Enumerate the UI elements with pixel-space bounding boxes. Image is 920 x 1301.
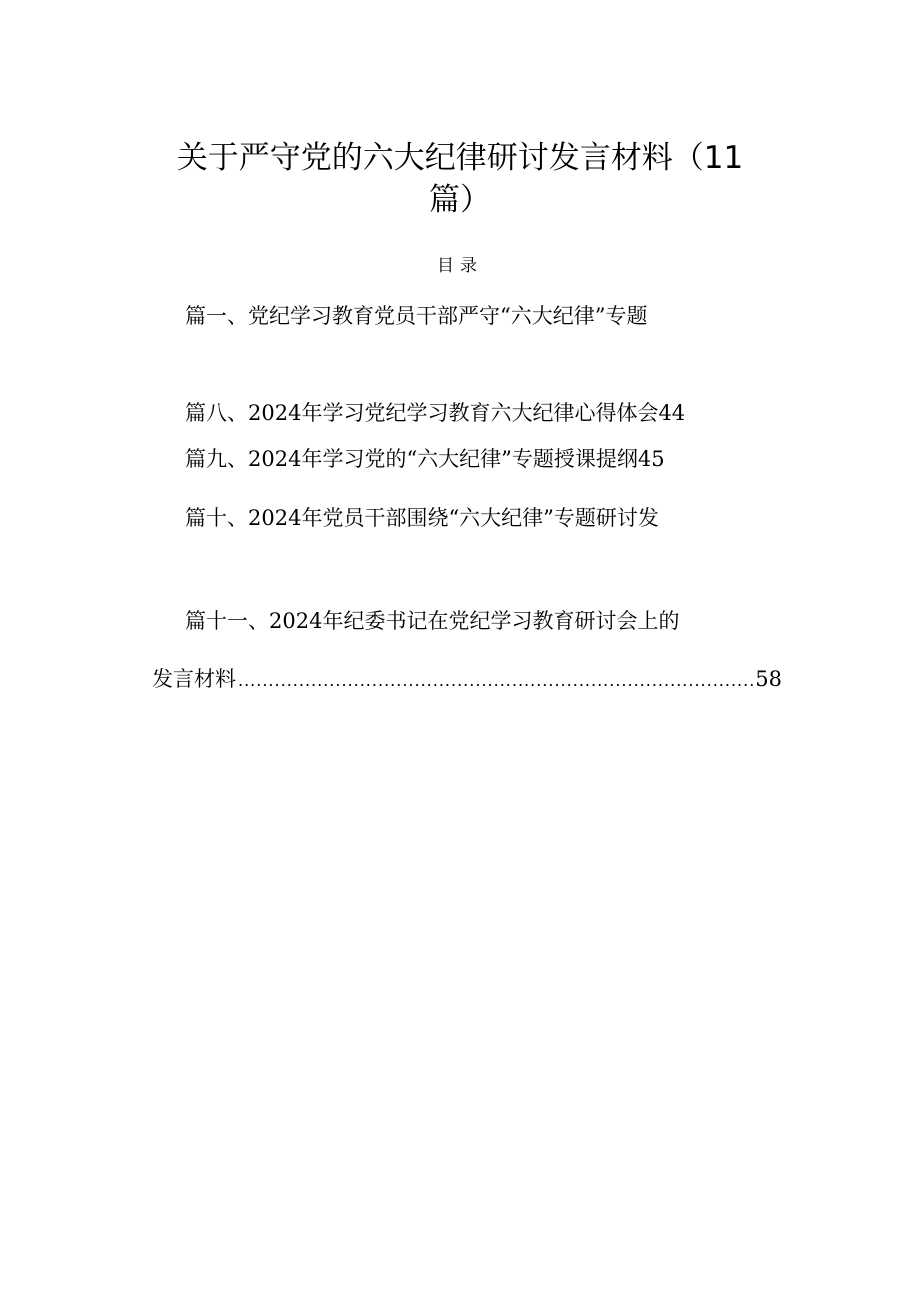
toc-entry-11-line-2[interactable] [152,664,782,696]
toc-entry-9[interactable]: 篇九、2024年学习党的“六大纪律”专题授课提纲45 [185,447,665,471]
document-title-line-2: 篇） [429,182,491,218]
toc-dot-leader [238,666,753,696]
toc-entry-11-text: 发言材料 [152,667,236,691]
toc-entry-8[interactable]: 篇八、2024年学习党纪学习教育六大纪律心得体会44 [185,401,686,425]
toc-entry-1[interactable]: 篇一、党纪学习教育党员干部严守“六大纪律”专题 [185,304,648,328]
toc-entry-11-page-number: 58 [755,667,782,691]
toc-heading: 目录 [437,256,483,276]
toc-entry-11-line-1[interactable]: 篇十一、2024年纪委书记在党纪学习教育研讨会上的 [185,609,680,633]
document-title-line-1: 关于严守党的六大纪律研讨发言材料（11 [176,140,744,176]
toc-entry-10[interactable]: 篇十、2024年党员干部围绕“六大纪律”专题研讨发 [185,506,659,530]
